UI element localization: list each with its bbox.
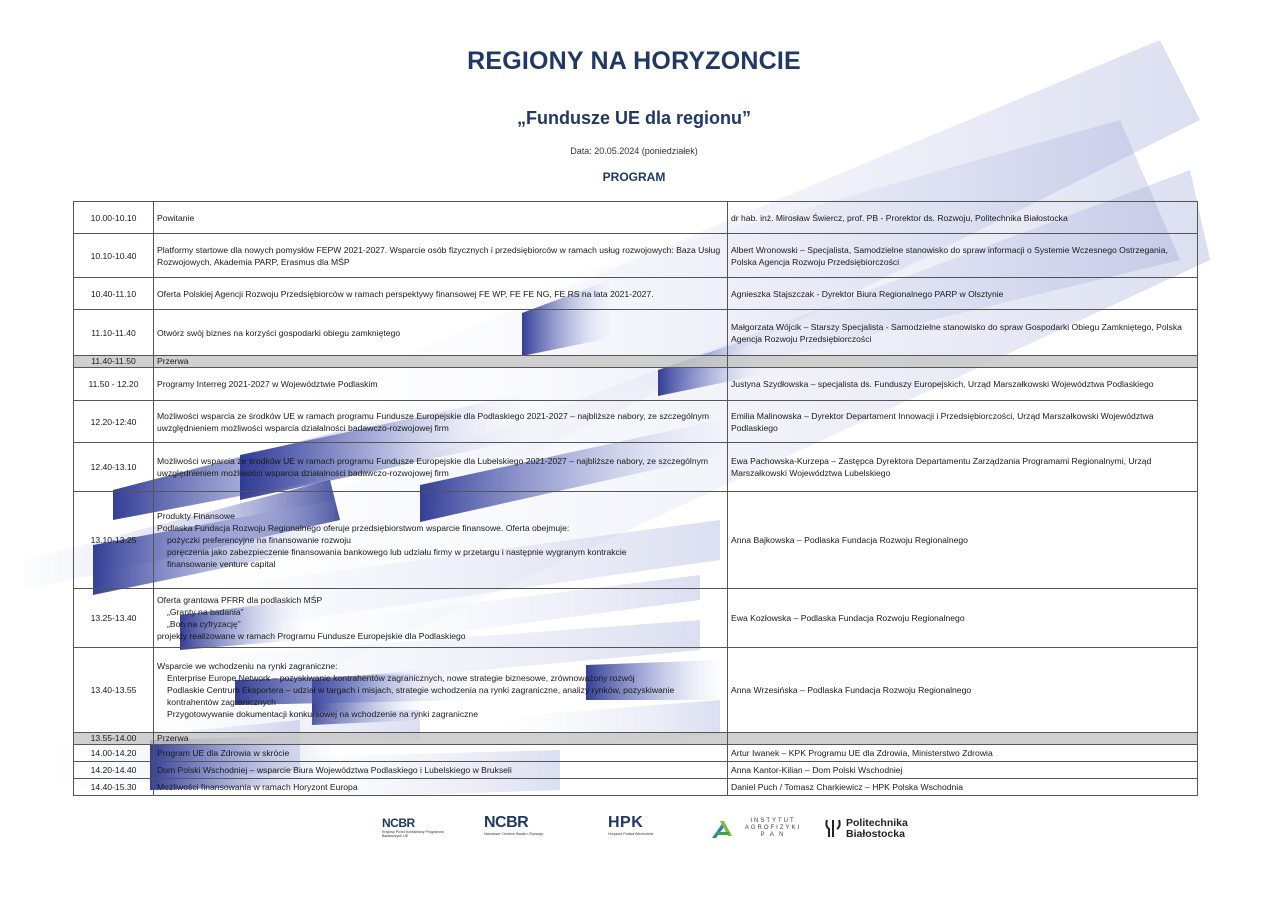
- agenda-row: [74, 648, 1198, 733]
- agenda-topic: [154, 589, 728, 648]
- agenda-time: 10.00-10.10: [74, 202, 154, 234]
- page-subtitle: „Fundusze UE dla regionu”: [516, 108, 751, 128]
- partner-logos: [380, 812, 920, 848]
- topic-line: Oferta grantowa PFRR dla podlaskich MŚP: [157, 595, 323, 605]
- agenda-speaker: Ewa Pachowska-Kurzepa – Zastępca Dyrektora Departamentu Zarządzania Programami Regionalnymi, Urząd Marszałkowski Województwa Lubelskiego: [728, 443, 1198, 492]
- agenda-topic: [154, 492, 728, 589]
- topic-line: Wsparcie we wchodzeniu na rynki zagraniczne:: [157, 661, 338, 671]
- topic-bullet: „Granty na badania”: [167, 607, 244, 617]
- ncbr-logo: [484, 814, 574, 836]
- topic-bullet: Przygotowywanie dokumentacji konkursowej na wchodzenie na rynki zagraniczne: [167, 709, 478, 719]
- topic-bullet: Podlaskie Centrum Eksportera – udział w targach i misjach, strategie wchodzenia na rynki zagraniczne, analizy rynków, pozyskiwanie kontrahentów zagranicznych: [167, 685, 675, 707]
- topic-line: projekty realizowane w ramach Programu Fundusze Europejskie dla Podlaskiego: [157, 631, 466, 641]
- hpk-wordmark: HPK: [608, 814, 644, 831]
- pb-line-2: Białostocka: [846, 828, 905, 840]
- ncbr-kpk-logo: [382, 816, 446, 838]
- agenda-topic: Możliwości finansowania w ramach Horyzont Europa: [154, 779, 728, 796]
- agenda-speaker: Ewa Kozłowska – Podlaska Fundacja Rozwoju Regionalnego: [728, 589, 1198, 648]
- agenda-speaker: Anna Bajkowska – Podlaska Fundacja Rozwoju Regionalnego: [728, 492, 1198, 589]
- agenda-topic: Otwórz swój biznes na korzyści gospodarki obiegu zamkniętego: [154, 310, 728, 356]
- agenda-time: 10.10-10.40: [74, 234, 154, 278]
- agenda-table: [73, 201, 1198, 796]
- event-date: Data: 20.05.2024 (poniedziałek): [570, 146, 698, 156]
- agenda-speaker: Emilia Malinowska – Dyrektor Departament Innowacji i Przedsiębiorczości, Urząd Marszałkowski Województwa Podlaskiego: [728, 401, 1198, 443]
- topic-bullet: „Bon na cyfryzację”: [167, 619, 241, 629]
- agenda-row: [74, 401, 1198, 443]
- topic-bullet: poręczenia jako zabezpieczenie finansowania bankowego lub udziału firmy w przetargu i następnie wygranym kontrakcie: [167, 547, 627, 557]
- agenda-topic: Dom Polski Wschodniej – wsparcie Biura Województwa Podlaskiego i Lubelskiego w Brukseli: [154, 762, 728, 779]
- hpk-subtitle: Horyzont Polska Wschodnia: [608, 832, 653, 836]
- agenda-row: [74, 589, 1198, 648]
- agenda-time: 13.25-13.40: [74, 589, 154, 648]
- agenda-time: 13.40-13.55: [74, 648, 154, 733]
- pb-emblem-icon: [824, 818, 842, 838]
- agenda-speaker: Artur Iwanek – KPK Programu UE dla Zdrowia, Ministerstwo Zdrowia: [728, 745, 1198, 762]
- agenda-speaker: Anna Kantor-Kilian – Dom Polski Wschodniej: [728, 762, 1198, 779]
- agenda-topic: Program UE dla Zdrowia w skrócie: [154, 745, 728, 762]
- ncbr-kpk-subtitle: Krajowy Punkt Kontaktowy Programów Badawczych UE: [382, 830, 444, 838]
- agenda-speaker: Agnieszka Stajszczak - Dyrektor Biura Regionalnego PARP w Olsztynie: [728, 278, 1198, 310]
- agenda-time: 13.10-13.25: [74, 492, 154, 589]
- agenda-row: [74, 202, 1198, 234]
- topic-line: Podlaska Fundacja Rozwoju Regionalnego oferuje przedsiębiorstwom wsparcie finansowe. Oferta obejmuje:: [157, 523, 570, 533]
- agenda-row: [74, 762, 1198, 779]
- break-row: [74, 733, 1198, 745]
- agenda-speaker: Daniel Puch / Tomasz Charkiewicz – HPK Polska Wschodnia: [728, 779, 1198, 796]
- agenda-speaker: [728, 733, 1198, 745]
- agenda-topic: [154, 648, 728, 733]
- agenda-topic: Przerwa: [154, 356, 728, 368]
- agenda-topic: Powitanie: [154, 202, 728, 234]
- topic-bullet: pożyczki preferencyjne na finansowanie rozwoju: [167, 535, 351, 545]
- agenda-time: 12.20-12:40: [74, 401, 154, 443]
- ncbr-kpk-wordmark: NCBR: [382, 816, 415, 830]
- institute-line-1: INSTYTUT: [750, 818, 796, 824]
- agenda-speaker: Małgorzata Wójcik – Starszy Specjalista - Samodzielne stanowisko do spraw Gospodarki Obiegu Zamkniętego, Polska Agencja Rozwoju Przedsiębiorczości: [728, 310, 1198, 356]
- agenda-speaker: dr hab. inż. Mirosław Świercz, prof. PB - Prorektor ds. Rozwoju, Politechnika Białostocka: [728, 202, 1198, 234]
- agenda-row: [74, 310, 1198, 356]
- topic-bullet: Enterprise Europe Network – pozyskiwanie kontrahentów zagranicznych, nowe strategie biznesowe, zrównoważony rozwój: [167, 673, 635, 683]
- agenda-topic: Platformy startowe dla nowych pomysłów FEPW 2021-2027. Wsparcie osób fizycznych i przedsiębiorców w ramach usług rozwojowych: Baza Usług Rozwojowych, Akademia PARP, Erasmus dla MŚP: [154, 234, 728, 278]
- agenda-speaker: [728, 356, 1198, 368]
- agenda-speaker: Anna Wrzesińska – Podlaska Fundacja Rozwoju Regionalnego: [728, 648, 1198, 733]
- break-row: [74, 356, 1198, 368]
- ncbr-subtitle: Narodowe Centrum Badań i Rozwoju: [484, 832, 544, 836]
- topic-line: Produkty Finansowe: [157, 511, 235, 521]
- hpk-logo: [608, 814, 678, 836]
- pb-line-1: Politechnika: [846, 817, 908, 829]
- agenda-topic: Przerwa: [154, 733, 728, 745]
- agenda-time: 11.10-11.40: [74, 310, 154, 356]
- institute-line-2: AGROFIZYKI: [744, 825, 802, 831]
- agenda-time: 12.40-13.10: [74, 443, 154, 492]
- agrofizyki-icon: [710, 818, 734, 840]
- agenda-topic: Możliwości wsparcia ze środków UE w ramach programu Fundusze Europejskie dla Lubelskiego 2021-2027 – najbliższe nabory, ze szczególnym uwzględnieniem możliwości wsparcia działalności badawczo-rozwojowej firm: [154, 443, 728, 492]
- agenda-topic: Oferta Polskiej Agencji Rozwoju Przedsiębiorców w ramach perspektywy finansowej FE WP, FE FE NG, FE RS na lata 2021-2027.: [154, 278, 728, 310]
- agenda-row: [74, 779, 1198, 796]
- agenda-time: 14.40-15.30: [74, 779, 154, 796]
- agenda-time: 14.00-14.20: [74, 745, 154, 762]
- agenda-speaker: Justyna Szydłowska – specjalista ds. Funduszy Europejskich, Urząd Marszałkowski Województwa Podlaskiego: [728, 368, 1198, 401]
- agenda-row: [74, 278, 1198, 310]
- agenda-time: 11.50 - 12.20: [74, 368, 154, 401]
- agenda-time: 13.55-14.00: [74, 733, 154, 745]
- institute-line-3: P A N: [760, 832, 786, 838]
- agenda-row: [74, 234, 1198, 278]
- agenda-row: [74, 492, 1198, 589]
- page-title: REGIONY NA HORYZONCIE: [467, 47, 801, 75]
- agenda-time: 14.20-14.40: [74, 762, 154, 779]
- agenda-topic: Możliwości wsparcia ze środków UE w ramach programu Fundusze Europejskie dla Podlaskiego 2021-2027 – najbliższe nabory, ze szczególnym uwzględnieniem możliwości wsparcia działalności badawczo-rozwojowej firm: [154, 401, 728, 443]
- program-heading: PROGRAM: [602, 170, 666, 184]
- agenda-time: 11.40-11.50: [74, 356, 154, 368]
- topic-bullet: finansowanie venture capital: [167, 559, 276, 569]
- agenda-topic: Programy Interreg 2021-2027 w Województwie Podlaskim: [154, 368, 728, 401]
- ncbr-wordmark: NCBR: [484, 814, 529, 831]
- agenda-row: [74, 368, 1198, 401]
- agenda-row: [74, 745, 1198, 762]
- agenda-row: [74, 443, 1198, 492]
- agenda-time: 10.40-11.10: [74, 278, 154, 310]
- agenda-speaker: Albert Wronowski – Specjalista, Samodzielne stanowisko do spraw informacji o Systemie Wczesnego Ostrzegania, Polska Agencja Rozwoju Przedsiębiorczości: [728, 234, 1198, 278]
